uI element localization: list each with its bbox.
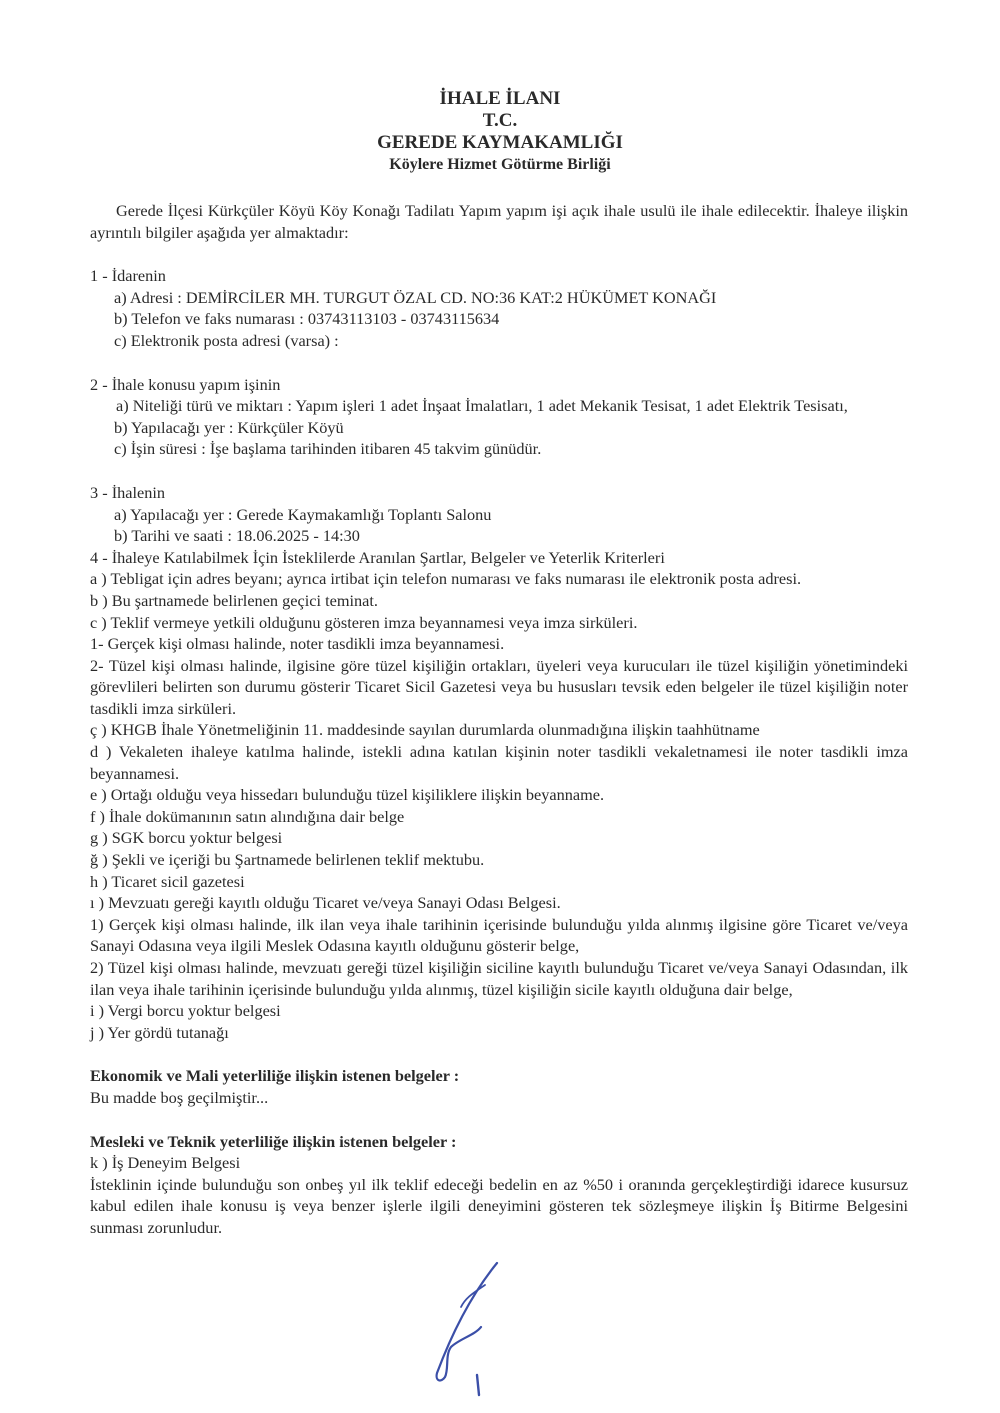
intro-paragraph: Gerede İlçesi Kürkçüler Köyü Köy Konağı Tadilatı Yapım yapım işi açık ihale usulü ile ihale edilecektir. İhaleye ilişkin ayrıntılı bilgiler aşağıda yer almaktadır: bbox=[90, 201, 908, 242]
requirement-item: g ) SGK borcu yoktur belgesi bbox=[90, 828, 283, 848]
economic-text: Bu madde boş geçilmiştir... bbox=[90, 1087, 269, 1107]
requirement-item: 2) Tüzel kişi olması halinde, mevzuatı gereği tüzel kişiliğin siciline kayıtlı bulunduğu Ticaret ve/veya Sanayi Odasından, ilk ilan veya ihale tarihinin içerisinde bulunduğu yılda alınmış, tüzel kişiliğin sicile kayıtlı olduğuna dair belge, bbox=[90, 958, 908, 999]
requirement-item: d ) Vekaleten ihaleye katılma halinde, istekli adına katılan kişinin noter tasdikli vekaletnamesi ile noter tasdikli imza beyannamesi. bbox=[90, 742, 908, 783]
section2-title: 2 - İhale konusu yapım işinin bbox=[90, 374, 281, 394]
union-name: Köylere Hizmet Götürme Birliği bbox=[389, 156, 611, 173]
requirement-item: c ) Teklif vermeye yetkili olduğunu gösteren imza beyannamesi veya imza sirküleri. bbox=[90, 612, 638, 632]
requirement-item: i ) Vergi borcu yoktur belgesi bbox=[90, 1001, 281, 1021]
technical-title: Mesleki ve Teknik yeterliliğe ilişkin istenen belgeler : bbox=[90, 1131, 457, 1151]
section2-nature: a) Niteliği türü ve miktarı : Yapım işleri 1 adet İnşaat İmalatları, 1 adet Mekanik Tesisat, 1 adet Elektrik Tesisatı, bbox=[116, 396, 848, 416]
section1-email: c) Elektronik posta adresi (varsa) : bbox=[114, 330, 339, 350]
section3-title: 3 - İhalenin bbox=[90, 482, 166, 502]
requirement-item: 1) Gerçek kişi olması halinde, ilk ilan veya ihale tarihinin içerisinde bulunduğu yılda alınmış ilgisine göre Ticaret ve/veya Sanayi Odasına veya ilgili Meslek Odasına kayıtlı olduğunu gösterir belge, bbox=[90, 914, 908, 956]
requirement-item: 2- Tüzel kişi olması halinde, ilgisine göre tüzel kişiliğin ortakları, üyeleri veya kurucuları ile tüzel kişiliğin yönetimindeki görevlileri belirten son durumu gösterir Ticaret Sicil Gazetesi veya bu hususları tevsik eden belgeler ile tüzel kişiliğin noter tasdikli imza sirküleri. bbox=[90, 655, 908, 718]
requirement-item: f ) İhale dokümanının satın alındığına dair belge bbox=[90, 806, 405, 826]
section2-location: b) Yapılacağı yer : Kürkçüler Köyü bbox=[114, 417, 344, 437]
requirement-item: ı ) Mevzuatı gereği kayıtlı olduğu Ticaret ve/veya Sanayi Odası Belgesi. bbox=[90, 893, 561, 913]
handwritten-signature bbox=[415, 1255, 525, 1405]
requirement-item: ç ) KHGB İhale Yönetmeliğinin 11. maddesinde sayılan durumlarda olunmadığına ilişkin taahhütname bbox=[90, 720, 760, 740]
requirement-item: b ) Bu şartnamede belirlenen geçici teminat. bbox=[90, 590, 378, 610]
requirement-item: e ) Ortağı olduğu veya hissedarı bulunduğu tüzel kişiliklere ilişkin beyanname. bbox=[90, 785, 605, 805]
section3-datetime: b) Tarihi ve saati : 18.06.2025 - 14:30 bbox=[114, 526, 360, 546]
document-header bbox=[0, 88, 1000, 176]
technical-item: k ) İş Deneyim Belgesi bbox=[90, 1153, 241, 1173]
requirement-item: j ) Yer gördü tutanağı bbox=[90, 1022, 229, 1042]
requirement-item: 1- Gerçek kişi olması halinde, noter tasdikli imza beyannamesi. bbox=[90, 634, 505, 654]
section3-location: a) Yapılacağı yer : Gerede Kaymakamlığı Toplantı Salonu bbox=[114, 504, 492, 524]
section1-address: a) Adresi : DEMİRCİLER MH. TURGUT ÖZAL CD. NO:36 KAT:2 HÜKÜMET KONAĞI bbox=[114, 287, 717, 307]
document-body bbox=[90, 200, 908, 1239]
section4-title: 4 - İhaleye Katılabilmek İçin İsteklilerde Aranılan Şartlar, Belgeler ve Yeterlik Kriterleri bbox=[90, 547, 665, 567]
requirement-item: ğ ) Şekli ve içeriği bu Şartnamede belirlenen teklif mektubu. bbox=[90, 850, 485, 870]
republic-label: T.C. bbox=[482, 110, 518, 131]
economic-title: Ekonomik ve Mali yeterliliğe ilişkin istenen belgeler : bbox=[90, 1066, 460, 1086]
section2-duration: c) İşin süresi : İşe başlama tarihinden itibaren 45 takvim günüdür. bbox=[114, 439, 542, 459]
authority-name: GEREDE KAYMAKAMLIĞI bbox=[377, 132, 623, 153]
section1-title: 1 - İdarenin bbox=[90, 266, 166, 286]
technical-text: İsteklinin içinde bulunduğu son onbeş yıl ilk teklif edeceği bedelin en az %50 i oranında gerçekleştirdiği idarece kusursuz kabul edilen ihale konusu iş veya benzer işlerle ilgili deneyimini gösteren tek sözleşmeye ilişkin İş Bitirme Belgesini sunması zorunludur. bbox=[90, 1174, 908, 1237]
requirement-item: h ) Ticaret sicil gazetesi bbox=[90, 871, 245, 891]
announcement-title: İHALE İLANI bbox=[439, 88, 561, 109]
section1-phone: b) Telefon ve faks numarası : 03743113103 - 03743115634 bbox=[114, 309, 500, 329]
requirement-item: a ) Tebligat için adres beyanı; ayrıca irtibat için telefon numarası ve faks numarası ile elektronik posta adresi. bbox=[90, 569, 802, 589]
